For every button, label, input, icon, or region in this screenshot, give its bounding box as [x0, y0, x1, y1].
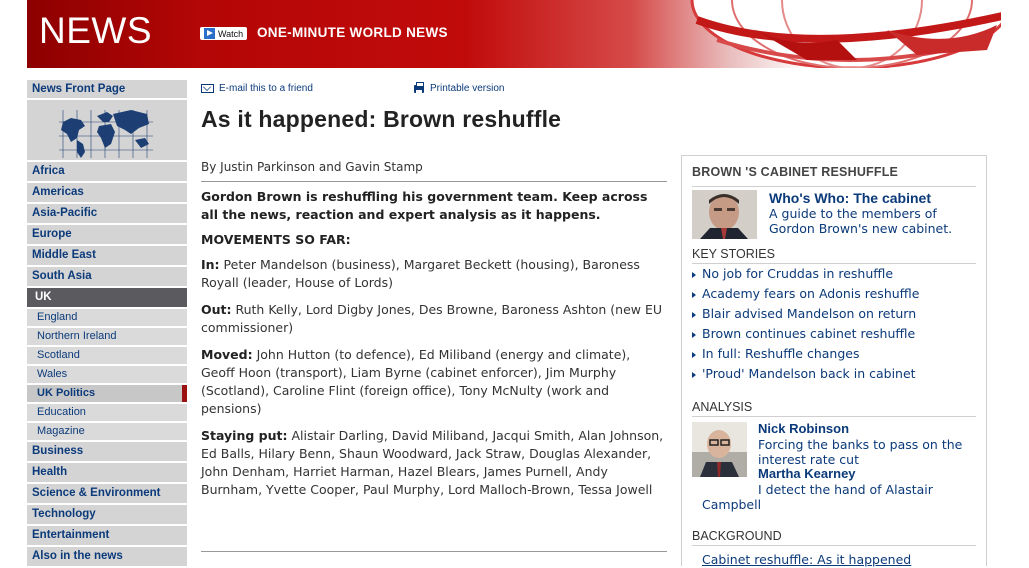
watch-label: Watch — [218, 28, 244, 39]
nav-sub-northern-ireland[interactable]: Northern Ireland — [27, 328, 187, 347]
analysis-label: ANALYSIS — [692, 400, 753, 414]
box-title: BROWN 'S CABINET RESHUFFLE — [692, 165, 899, 179]
printable-version-label: Printable version — [430, 83, 505, 94]
moved-label: Moved: — [201, 347, 253, 362]
nick-robinson-photo[interactable] — [692, 422, 747, 477]
article-tools — [201, 80, 667, 98]
nav-asia-pacific[interactable]: Asia-Pacific — [27, 204, 187, 225]
para-in — [201, 256, 667, 292]
key-story-link[interactable] — [692, 344, 982, 364]
nav-europe[interactable]: Europe — [27, 225, 187, 246]
article-intro: Gordon Brown is reshuffling his government team. Keep across all the news, reaction and expert analysis as it happens. — [201, 189, 648, 222]
movements-heading: MOVEMENTS SO FAR: — [201, 232, 351, 247]
nick-robinson-desc[interactable]: Forcing the banks to pass on the interest rate cut — [758, 437, 963, 467]
key-story-label: Brown continues cabinet reshuffle — [702, 326, 916, 341]
bullet-arrow-icon — [692, 272, 696, 278]
key-story-link[interactable] — [692, 324, 982, 344]
bullet-arrow-icon — [692, 312, 696, 318]
bullet-arrow-icon — [692, 332, 696, 338]
key-story-label: 'Proud' Mandelson back in cabinet — [702, 366, 916, 381]
key-story-link[interactable] — [692, 264, 982, 284]
key-story-label: In full: Reshuffle changes — [702, 346, 860, 361]
in-text: Peter Mandelson (business), Margaret Beckett (housing), Baroness Royall (leader, House of Lords) — [201, 257, 640, 290]
news-logo[interactable]: NEWS — [39, 10, 152, 51]
key-story-link[interactable] — [692, 304, 982, 324]
printer-icon — [414, 85, 424, 93]
whos-who-link[interactable]: Who's Who: The cabinet — [769, 190, 931, 206]
key-story-link[interactable] — [692, 364, 982, 384]
para-out — [201, 301, 667, 337]
divider — [692, 416, 976, 417]
article-byline: By Justin Parkinson and Gavin Stamp — [201, 160, 667, 182]
nav-also-in-the-news[interactable]: Also in the news — [27, 547, 187, 568]
martha-kearney-link[interactable]: Martha Kearney — [758, 466, 856, 481]
article-divider — [201, 551, 667, 552]
nav-africa[interactable]: Africa — [27, 162, 187, 183]
staying-text: Alistair Darling, David Miliband, Jacqui Smith, Alan Johnson, Ed Balls, Hilary Benn, Shaun Woodward, Jack Straw, Douglas Alexander, John Denham, Harriet Harman, Hazel Blears, James Purnell, Andy Burnham, Yvette Cooper, Paul Murphy, Lord Malloch-Brown, Tessa Jowell — [201, 428, 664, 497]
out-text: Ruth Kelly, Lord Digby Jones, Des Browne, Baroness Ashton (new EU commissioner) — [201, 302, 663, 335]
key-story-label: No job for Cruddas in reshuffle — [702, 266, 894, 281]
gordon-brown-photo[interactable] — [692, 190, 757, 239]
bullet-arrow-icon — [692, 292, 696, 298]
bullet-arrow-icon — [692, 372, 696, 378]
nick-robinson-link[interactable]: Nick Robinson — [758, 421, 850, 436]
nav-sub-scotland[interactable]: Scotland — [27, 347, 187, 366]
martha-kearney-desc[interactable]: I detect the hand of Alastair Campbell — [702, 482, 933, 512]
nav-uk[interactable]: UK — [27, 288, 187, 309]
news-banner — [27, 0, 1001, 68]
nav-news-front-page[interactable]: News Front Page — [27, 80, 187, 100]
background-link[interactable]: Cabinet reshuffle: As it happened — [702, 552, 912, 567]
divider — [692, 545, 976, 546]
one-minute-news-link[interactable]: ONE-MINUTE WORLD NEWS — [257, 25, 448, 40]
key-story-label: Blair advised Mandelson on return — [702, 306, 917, 321]
article-headline: As it happened: Brown reshuffle — [201, 106, 562, 132]
nav-sub-uk-politics[interactable]: UK Politics — [27, 385, 187, 404]
nav-middle-east[interactable]: Middle East — [27, 246, 187, 267]
staying-label: Staying put: — [201, 428, 288, 443]
nav-sub-education[interactable]: Education — [27, 404, 187, 423]
background-label: BACKGROUND — [692, 529, 782, 543]
divider — [692, 186, 976, 187]
nav-technology[interactable]: Technology — [27, 505, 187, 526]
key-stories-label: KEY STORIES — [692, 247, 775, 261]
nav-health[interactable]: Health — [27, 463, 187, 484]
nav-south-asia[interactable]: South Asia — [27, 267, 187, 288]
sidebar-nav — [27, 80, 187, 568]
printable-version-link[interactable] — [414, 83, 504, 94]
key-story-label: Academy fears on Adonis reshuffle — [702, 286, 920, 301]
nav-sub-magazine[interactable]: Magazine — [27, 423, 187, 442]
world-map-icon[interactable] — [27, 100, 187, 162]
moved-text: John Hutton (to defence), Ed Miliband (energy and climate), Geoff Hoon (transport), Liam Byrne (cabinet enforcer), Jim Murphy (Scotland), Caroline Flint (foreign office), Tony McNulty (work and pensions) — [201, 347, 631, 416]
out-label: Out: — [201, 302, 232, 317]
in-label: In: — [201, 257, 220, 272]
reshuffle-sidebar-box — [681, 155, 987, 566]
nav-entertainment[interactable]: Entertainment — [27, 526, 187, 547]
key-stories-list — [692, 264, 982, 384]
nav-sub-wales[interactable]: Wales — [27, 366, 187, 385]
whos-who-desc[interactable]: A guide to the members of Gordon Brown's new cabinet. — [769, 206, 953, 236]
envelope-icon — [201, 84, 214, 93]
nav-sub-england[interactable]: England — [27, 309, 187, 328]
watch-button[interactable] — [200, 27, 247, 40]
article — [201, 80, 667, 499]
para-staying-put — [201, 427, 667, 499]
para-moved — [201, 346, 667, 418]
play-icon — [204, 28, 215, 39]
globe-graphic-icon — [687, 0, 1001, 68]
email-friend-link[interactable] — [201, 83, 313, 94]
key-story-link[interactable] — [692, 284, 982, 304]
email-friend-label: E-mail this to a friend — [219, 83, 313, 94]
nav-science-environment[interactable]: Science & Environment — [27, 484, 187, 505]
nav-americas[interactable]: Americas — [27, 183, 187, 204]
nav-business[interactable]: Business — [27, 442, 187, 463]
bullet-arrow-icon — [692, 352, 696, 358]
